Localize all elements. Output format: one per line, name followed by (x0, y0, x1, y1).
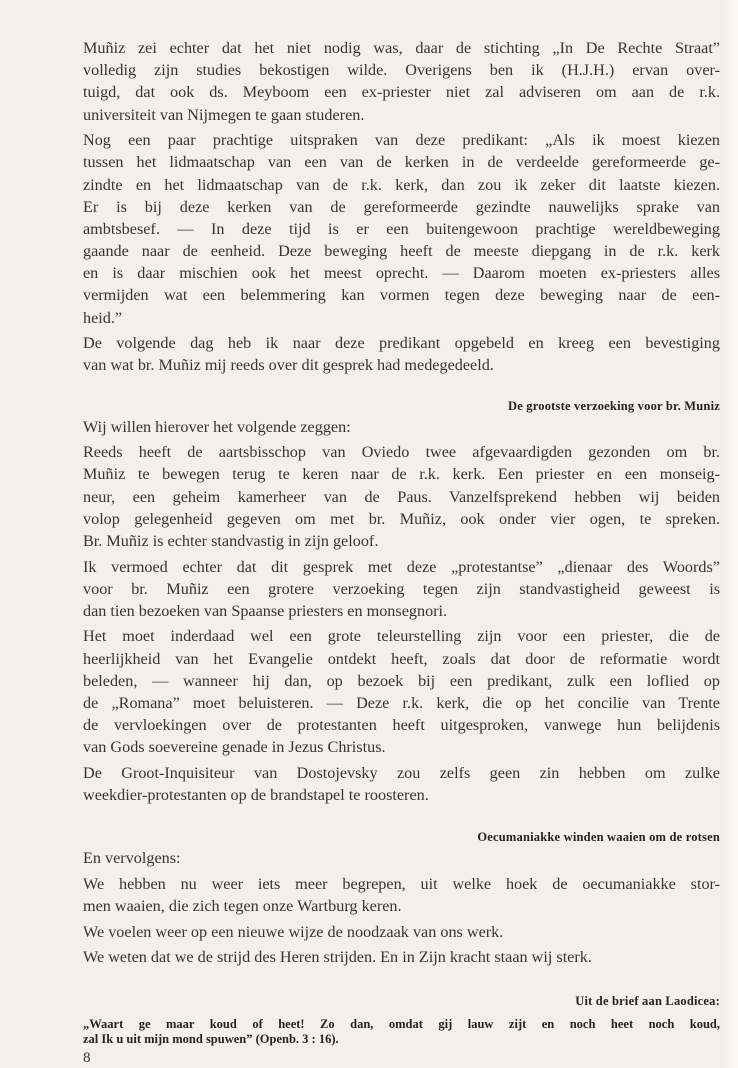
document-page (83, 37, 720, 1067)
text-line: zindte en het lidmaatschap van de r.k. kerk, dan zou ik zeker dit laatste kiezen. (83, 175, 720, 194)
paragraph (83, 946, 720, 968)
quote-line: zal Ik u uit mijn mond spuwen” (Openb. 3 : 16). (83, 1031, 339, 1046)
section-heading: Oecumaniakke winden waaien om de rotsen (477, 830, 720, 845)
text-line: universiteit van Nijmegen te gaan studeren. (83, 105, 365, 124)
page-number: 8 (83, 1050, 91, 1067)
paragraph (83, 441, 720, 552)
text-line: van wat br. Muñiz mij reeds over dit gesprek had medegedeeld. (83, 356, 494, 375)
text-line: heid.” (83, 308, 123, 327)
section (83, 830, 720, 968)
paragraph (83, 416, 720, 438)
paragraph (83, 847, 720, 869)
paragraph (83, 921, 720, 943)
text-line: beleden, — wanneer hij dan, op bezoek bij een predikant, zulk een loflied op (83, 671, 720, 690)
text-line: de „Romana” moet beluisteren. — Deze r.k. kerk, die op het concilie van Trente (83, 694, 720, 713)
paragraph (83, 556, 720, 623)
text-line: Muñiz zei echter dat het niet nodig was, daar de stichting „In De Rechte Straat” (83, 39, 720, 57)
section (83, 37, 720, 377)
text-line: We hebben nu weer iets meer begrepen, uit welke hoek de oecumaniakke stor- (83, 874, 720, 893)
paragraph (83, 762, 720, 806)
text-line: de vervloekingen over de protestanten heeft uitgesproken, vanwege hun belijdenis (83, 716, 720, 735)
text-line: Reeds heeft de aartsbisschop van Oviedo twee afgevaardigden gezonden om br. (83, 443, 720, 462)
paragraph (83, 129, 720, 329)
text-line: Het moet inderdaad wel een grote teleurstelling zijn voor een priester, die de (83, 627, 720, 646)
text-line: vermijden wat een belemmering kan vormen tegen deze beweging naar de een- (83, 286, 720, 305)
text-line: Muñiz te bewegen terug te keren naar de r.k. kerk. Een priester en een monseig- (83, 465, 720, 484)
text-line: gaande naar de eenheid. Deze beweging heeft de meeste diepgang in de r.k. kerk (83, 242, 720, 261)
section (83, 399, 720, 807)
text-line: weekdier-protestanten op de brandstapel te roosteren. (83, 786, 429, 805)
quote-line: „Waart ge maar koud of heet! Zo dan, omdat gij lauw zijt en noch heet noch koud, (83, 1017, 720, 1032)
text-line: Wij willen hierover het volgende zeggen: (83, 417, 351, 436)
text-line: De volgende dag heb ik naar deze predikant opgebeld en kreeg een bevestiging (83, 334, 720, 353)
page-edge (722, 0, 738, 1068)
text-line: De Groot-Inquisiteur van Dostojevsky zou zelfs geen zin hebben om zulke (83, 763, 720, 782)
quote-heading: Uit de brief aan Laodicea: (575, 994, 720, 1009)
text-line: van Gods soevereine genade in Jezus Christus. (83, 738, 386, 757)
text-line: men waaien, die zich tegen onze Wartburg keren. (83, 897, 402, 916)
text-line: dan tien bezoeken van Spaanse priesters en monsegnori. (83, 601, 448, 620)
paragraph (83, 873, 720, 917)
text-line: tussen het lidmaatschap van een van de kerken in de verdeelde gereformeerde ge- (83, 153, 720, 172)
text-line: ambtsbesef. — In deze tijd is er een buitengewoon prachtige wereldbeweging (83, 219, 720, 238)
text-line: En vervolgens: (83, 849, 181, 868)
text-line: Br. Muñiz is echter standvastig in zijn geloof. (83, 531, 379, 550)
text-line: We weten dat we de strijd des Heren strijden. En in Zijn kracht staan wij sterk. (83, 948, 592, 967)
text-line: en is daar mischien ook het meest oprecht. — Daarom moeten ex-priesters alles (83, 264, 720, 283)
text-line: tuigd, dat ook ds. Meyboom een ex-priester niet zal adviseren om aan de r.k. (83, 83, 720, 102)
paragraph (83, 37, 720, 126)
paragraph (83, 332, 720, 376)
text-line: Nog een paar prachtige uitspraken van deze predikant: „Als ik moest kiezen (83, 131, 720, 150)
text-line: Ik vermoed echter dat dit gesprek met deze „protestantse” „dienaar des Woords” (83, 557, 720, 576)
paragraph (83, 625, 720, 758)
text-line: volledig zijn studies bekostigen wilde. Overigens ben ik (H.J.H.) ervan over- (83, 61, 720, 80)
section-heading: De grootste verzoeking voor br. Muniz (507, 398, 720, 413)
text-line: voor br. Muñiz een grotere verzoeking tegen zijn standvastigheid geweest is (83, 579, 720, 598)
text-line: Er is bij deze kerken van de gereformeerde gezindte nauwelijks sprake van (83, 197, 720, 216)
text-line: heerlijkheid van het Evangelie ontdekt heeft, zoals dat door de reformatie wordt (83, 649, 720, 668)
text-line: neur, een geheim kamerheer van de Paus. Vanzelfsprekend hebben wij beiden (83, 487, 720, 506)
text-line: We voelen weer op een nieuwe wijze de noodzaak van ons werk. (83, 922, 504, 941)
text-line: volop gelegenheid gegeven om met br. Muñiz, ook onder vier ogen, te spreken. (83, 509, 720, 528)
bible-quote (83, 1017, 720, 1046)
